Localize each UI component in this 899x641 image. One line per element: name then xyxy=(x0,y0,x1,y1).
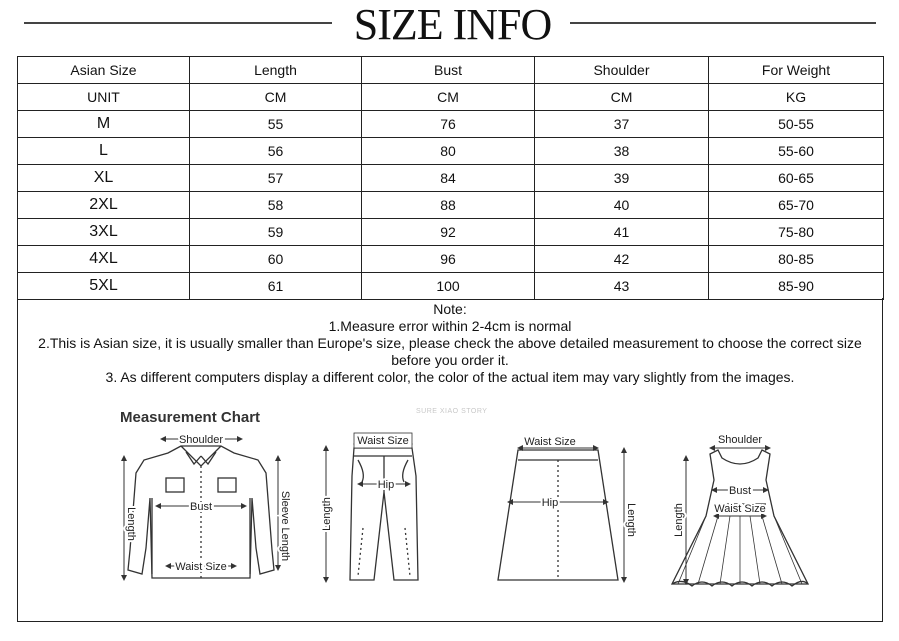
shoulder-cell: 39 xyxy=(535,165,709,192)
bust-cell: 92 xyxy=(362,219,535,246)
note-line: 1.Measure error within 2-4cm is normal xyxy=(328,318,572,334)
skirt-illustration xyxy=(498,450,618,580)
bust-cell: 84 xyxy=(362,165,535,192)
header-asian-size: Asian Size xyxy=(18,57,190,84)
length-cell: 60 xyxy=(190,246,362,273)
header-weight: For Weight xyxy=(709,57,884,84)
shirt-length-label: Length xyxy=(125,507,137,541)
weight-cell: 80-85 xyxy=(709,246,884,273)
shoulder-cell: 41 xyxy=(535,219,709,246)
pants-length-label: Length xyxy=(321,497,333,531)
shoulder-cell: 37 xyxy=(535,111,709,138)
table-row xyxy=(18,273,884,300)
measurement-chart-illustrations xyxy=(18,298,882,621)
notes-heading: Note: xyxy=(433,301,467,317)
title-rule-left xyxy=(24,22,332,24)
notes-and-chart-box xyxy=(17,298,883,622)
dress-bust-label: Bust xyxy=(728,485,752,497)
pants-waist-label: Waist Size xyxy=(357,435,409,447)
table-row xyxy=(18,111,884,138)
size-cell: 2XL xyxy=(18,192,190,219)
shoulder-cell: 42 xyxy=(535,246,709,273)
table-row xyxy=(18,219,884,246)
shirt-bust-label: Bust xyxy=(189,501,213,513)
pants-arrows xyxy=(326,444,410,580)
watermark: SURE XIAO STORY xyxy=(416,408,488,415)
unit-cell: UNIT xyxy=(18,84,190,111)
shirt-sleeve-label: Sleeve Length xyxy=(279,490,291,562)
size-cell: 5XL xyxy=(18,273,190,300)
pants-hip-label: Hip xyxy=(377,479,395,491)
weight-cell: 85-90 xyxy=(709,273,884,300)
shoulder-cell: 38 xyxy=(535,138,709,165)
bust-cell: 80 xyxy=(362,138,535,165)
pants-illustration xyxy=(350,448,418,580)
table-header-row xyxy=(18,57,884,84)
table-unit-row xyxy=(18,84,884,111)
size-cell: XL xyxy=(18,165,190,192)
unit-cell: KG xyxy=(709,84,884,111)
weight-cell: 75-80 xyxy=(709,219,884,246)
table-row xyxy=(18,165,884,192)
shirt-shoulder-label: Shoulder xyxy=(178,434,224,446)
title-row xyxy=(0,0,899,56)
unit-cell: CM xyxy=(535,84,709,111)
measurement-chart-title: Measurement Chart xyxy=(120,409,261,426)
unit-cell: CM xyxy=(362,84,535,111)
table-row xyxy=(18,246,884,273)
shoulder-cell: 43 xyxy=(535,273,709,300)
length-cell: 58 xyxy=(190,192,362,219)
length-cell: 56 xyxy=(190,138,362,165)
bust-cell: 96 xyxy=(362,246,535,273)
note-line: 3. As different computers display a different color, the color of the actual item may vary slightly from the images. xyxy=(105,369,795,385)
note-line: 2.This is Asian size, it is usually smaller than Europe's size, please check the above detailed measurement to choose the correct size before you order it. xyxy=(38,335,862,368)
header-bust: Bust xyxy=(362,57,535,84)
skirt-arrows xyxy=(510,448,624,580)
shoulder-cell: 40 xyxy=(535,192,709,219)
skirt-waist-label: Waist Size xyxy=(524,436,576,448)
skirt-hip-label: Hip xyxy=(541,497,559,509)
dress-length-label: Length xyxy=(673,503,685,537)
size-cell: L xyxy=(18,138,190,165)
page-title: SIZE INFO xyxy=(353,0,552,49)
bust-cell: 88 xyxy=(362,192,535,219)
header-shoulder: Shoulder xyxy=(535,57,709,84)
length-cell: 59 xyxy=(190,219,362,246)
size-cell: 3XL xyxy=(18,219,190,246)
bust-cell: 100 xyxy=(362,273,535,300)
dress-illustration xyxy=(672,450,808,586)
length-cell: 61 xyxy=(190,273,362,300)
size-cell: 4XL xyxy=(18,246,190,273)
length-cell: 57 xyxy=(190,165,362,192)
header-length: Length xyxy=(190,57,362,84)
length-cell: 55 xyxy=(190,111,362,138)
weight-cell: 60-65 xyxy=(709,165,884,192)
size-cell: M xyxy=(18,111,190,138)
shirt-waist-label: Waist Size xyxy=(175,561,227,573)
dress-shoulder-label: Shoulder xyxy=(717,434,763,446)
skirt-length-label: Length xyxy=(625,503,637,537)
weight-cell: 65-70 xyxy=(709,192,884,219)
size-table xyxy=(17,56,884,300)
table-row xyxy=(18,192,884,219)
weight-cell: 55-60 xyxy=(709,138,884,165)
table-row xyxy=(18,138,884,165)
dress-waist-label: Waist Size xyxy=(714,503,766,515)
dress-arrows xyxy=(686,448,768,582)
weight-cell: 50-55 xyxy=(709,111,884,138)
bust-cell: 76 xyxy=(362,111,535,138)
title-rule-right xyxy=(570,22,876,24)
unit-cell: CM xyxy=(190,84,362,111)
